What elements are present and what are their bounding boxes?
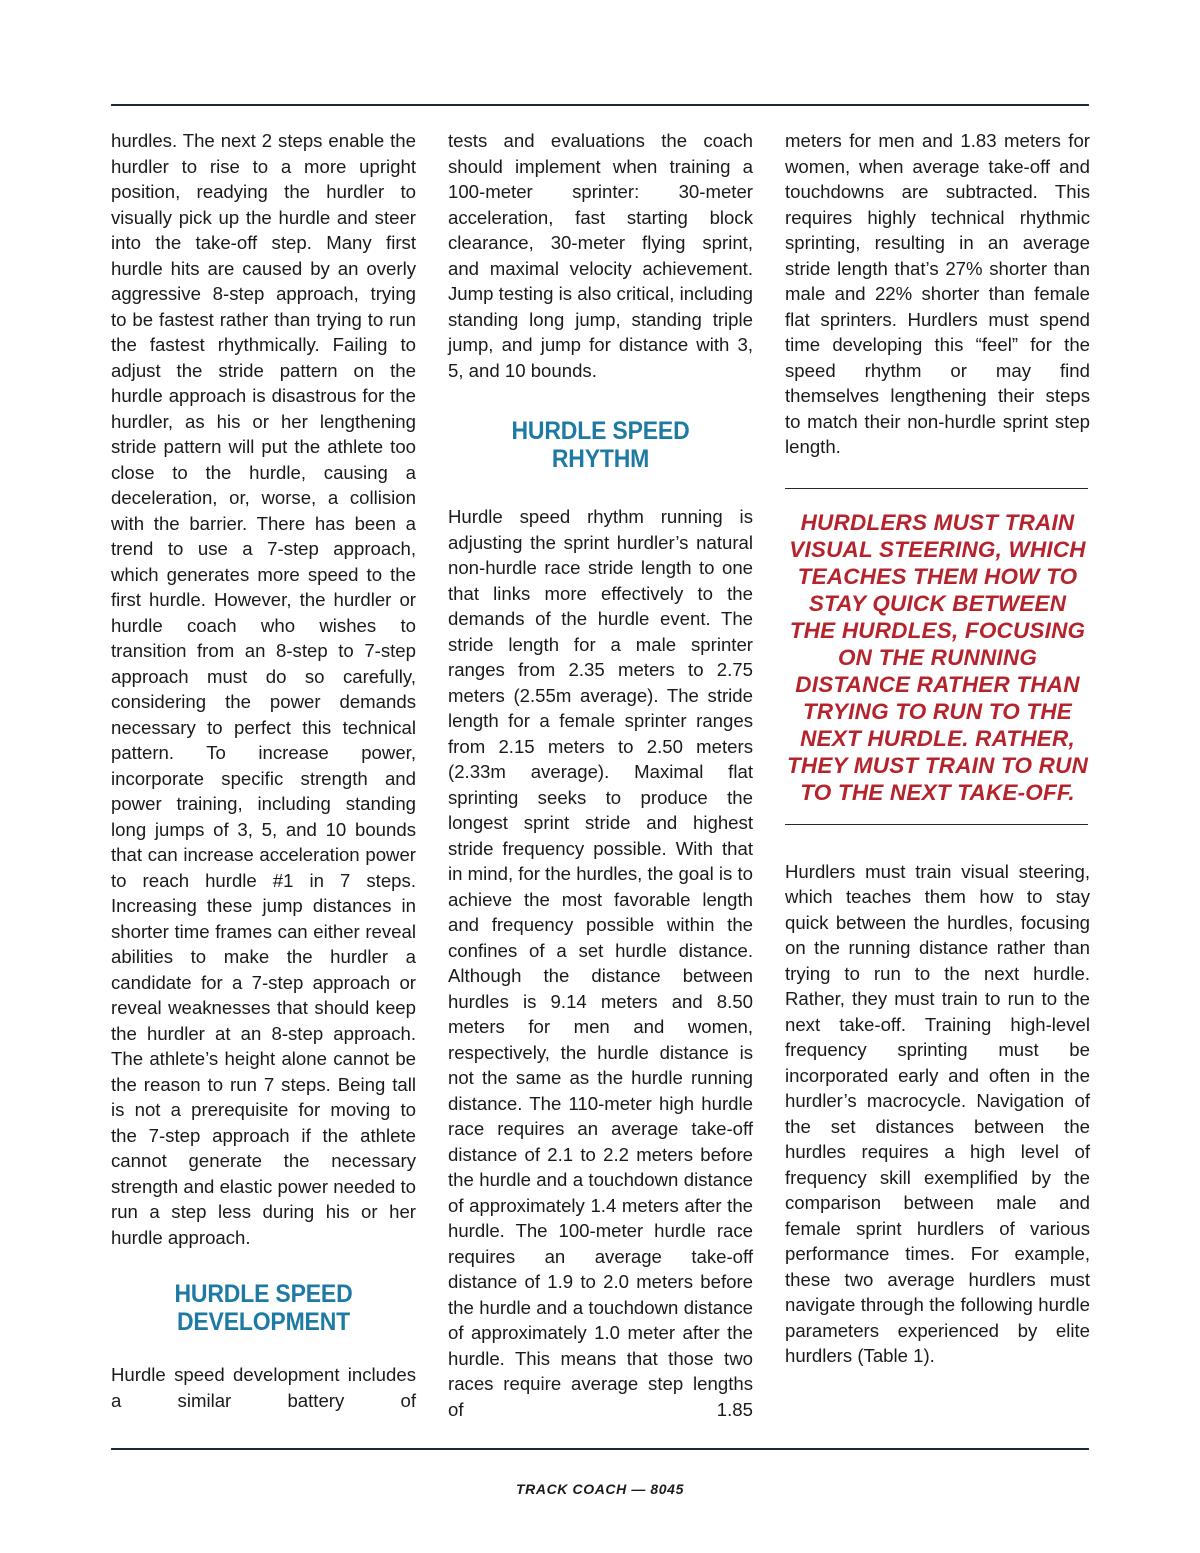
column-3	[785, 128, 1090, 1369]
heading-line: HURDLE SPEED	[174, 1280, 353, 1308]
body-paragraph: tests and evaluations the coach should implement when training a 100-meter sprinter: 30-meter acceleration, fast starting block clearance, 30-meter flying sprint, and maximal velocity achievement. Jump testing is also critical, including standing long jump, standing triple jump, and jump for distance with 3, 5, and 10 bounds.	[448, 130, 753, 381]
heading-line: DEVELOPMENT	[176, 1308, 351, 1336]
column-2	[448, 128, 753, 1422]
body-paragraph: hurdles. The next 2 steps enable the hurdler to rise to a more upright position, readying the hurdler to visually pick up the hurdle and steer into the take-off step. Many first hurdle hits are caused by an overly aggressive 8-step approach, trying to be fastest rather than trying to run the fastest rhythmically. Failing to adjust the stride pattern on the hurdle approach is disastrous for the hurdler, as his or her lengthening stride pattern will put the athlete too close to the hurdle, causing a deceleration, or, worse, a collision with the barrier. There has been a trend to use a 7-step approach, which generates more speed to the first hurdle. However, the hurdler or hurdle coach who wishes to transition from an 8-step to 7-step approach must do so carefully, considering the power demands necessary to perfect this technical pattern. To increase power, incorporate specific strength and power training, including standing long jumps of 3, 5, and 10 bounds that can increase acceleration power to reach hurdle #1 in 7 steps. Increasing these jump distances in shorter time frames can either reveal abilities to make the hurdler a candidate for a 7-step approach or reveal weaknesses that should keep the hurdler at an 8-step approach. The athlete’s height alone cannot be the reason to run 7 steps. Being tall is not a prerequisite for moving to the 7-step approach if the athlete cannot generate the necessary strength and elastic power needed to run a step less during his or her hurdle approach.	[111, 130, 416, 1248]
pull-quote: HURDLERS MUST TRAIN VISUAL STEERING, WHICH TEACHES THEM HOW TO STAY QUICK BETWEEN THE HURDLES, FOCUSING ON THE RUNNING DISTANCE RATHER THAN TRYING TO RUN TO THE NEXT HURDLE. RATHER, THEY MUST TRAIN TO RUN TO THE NEXT TAKE-OFF.	[786, 509, 1089, 805]
body-paragraph: Hurdle speed rhythm running is adjusting the sprint hurdler’s natural non-hurdle race stride length to one that links more effectively to the demands of the hurdle event. The stride length for a male sprinter ranges from 2.35 meters to 2.75 meters (2.55m average). The stride length for a female sprinter ranges from 2.15 meters to 2.50 meters (2.33m average). Maximal flat sprinting seeks to produce the longest sprint stride and highest stride frequency possible. With that in mind, for the hurdles, the goal is to achieve the most favorable length and frequency possible within the confines of a set hurdle distance. Although the distance between hurdles is 9.14 meters and 8.50 meters for men and women, respectively, the hurdle distance is not the same as the hurdle running distance. The 110-meter high hurdle race requires an average take-off distance of 2.1 to 2.2 meters before the hurdle and a touchdown distance of approximately 1.4 meters after the hurdle. The 100-meter hurdle race requires an average take-off distance of 1.9 to 2.0 meters before the hurdle and a touchdown distance of approximately 1.0 meter after the hurdle. This means that those two races require average step lengths of 1.85	[448, 506, 753, 1420]
body-paragraph: Hurdlers must train visual steering, which teaches them how to stay quick between the hurdles, focusing on the running distance rather than trying to run to the next hurdle. Rather, they must train to run to the next take-off. Training high-level frequency sprinting must be incorporated early and often in the hurdler’s macrocycle. Navigation of the set distances between the hurdles requires a high level of frequency skill exemplified by the comparison between male and female sprint hurdlers of various performance times. For example, these two average hurdlers must navigate through the following hurdle parameters experienced by elite hurdlers (Table 1).	[785, 860, 1090, 1366]
column-1	[111, 128, 416, 1413]
pull-quote-bottom-rule	[785, 824, 1088, 825]
pull-quote-top-rule	[785, 488, 1088, 489]
page-footer: TRACK COACH — 8045	[516, 1481, 684, 1497]
body-paragraph: meters for men and 1.83 meters for women, when average take-off and touchdowns are subtracted. This requires highly technical rhythmic sprinting, resulting in an average stride length that’s 27% shorter than male and 22% shorter than female flat sprinters. Hurdlers must spend time developing this “feel” for the speed rhythm or may find themselves lengthening their steps to match their non-hurdle sprint step length.	[785, 130, 1090, 457]
bottom-rule	[111, 1448, 1089, 1450]
body-paragraph: Hurdle speed development includes a similar battery of	[111, 1364, 416, 1411]
top-rule	[111, 104, 1089, 106]
section-heading-hurdle-speed-rhythm: HURDLE SPEED RHYTHM	[511, 417, 690, 473]
section-heading-hurdle-speed-development	[123, 1280, 404, 1336]
